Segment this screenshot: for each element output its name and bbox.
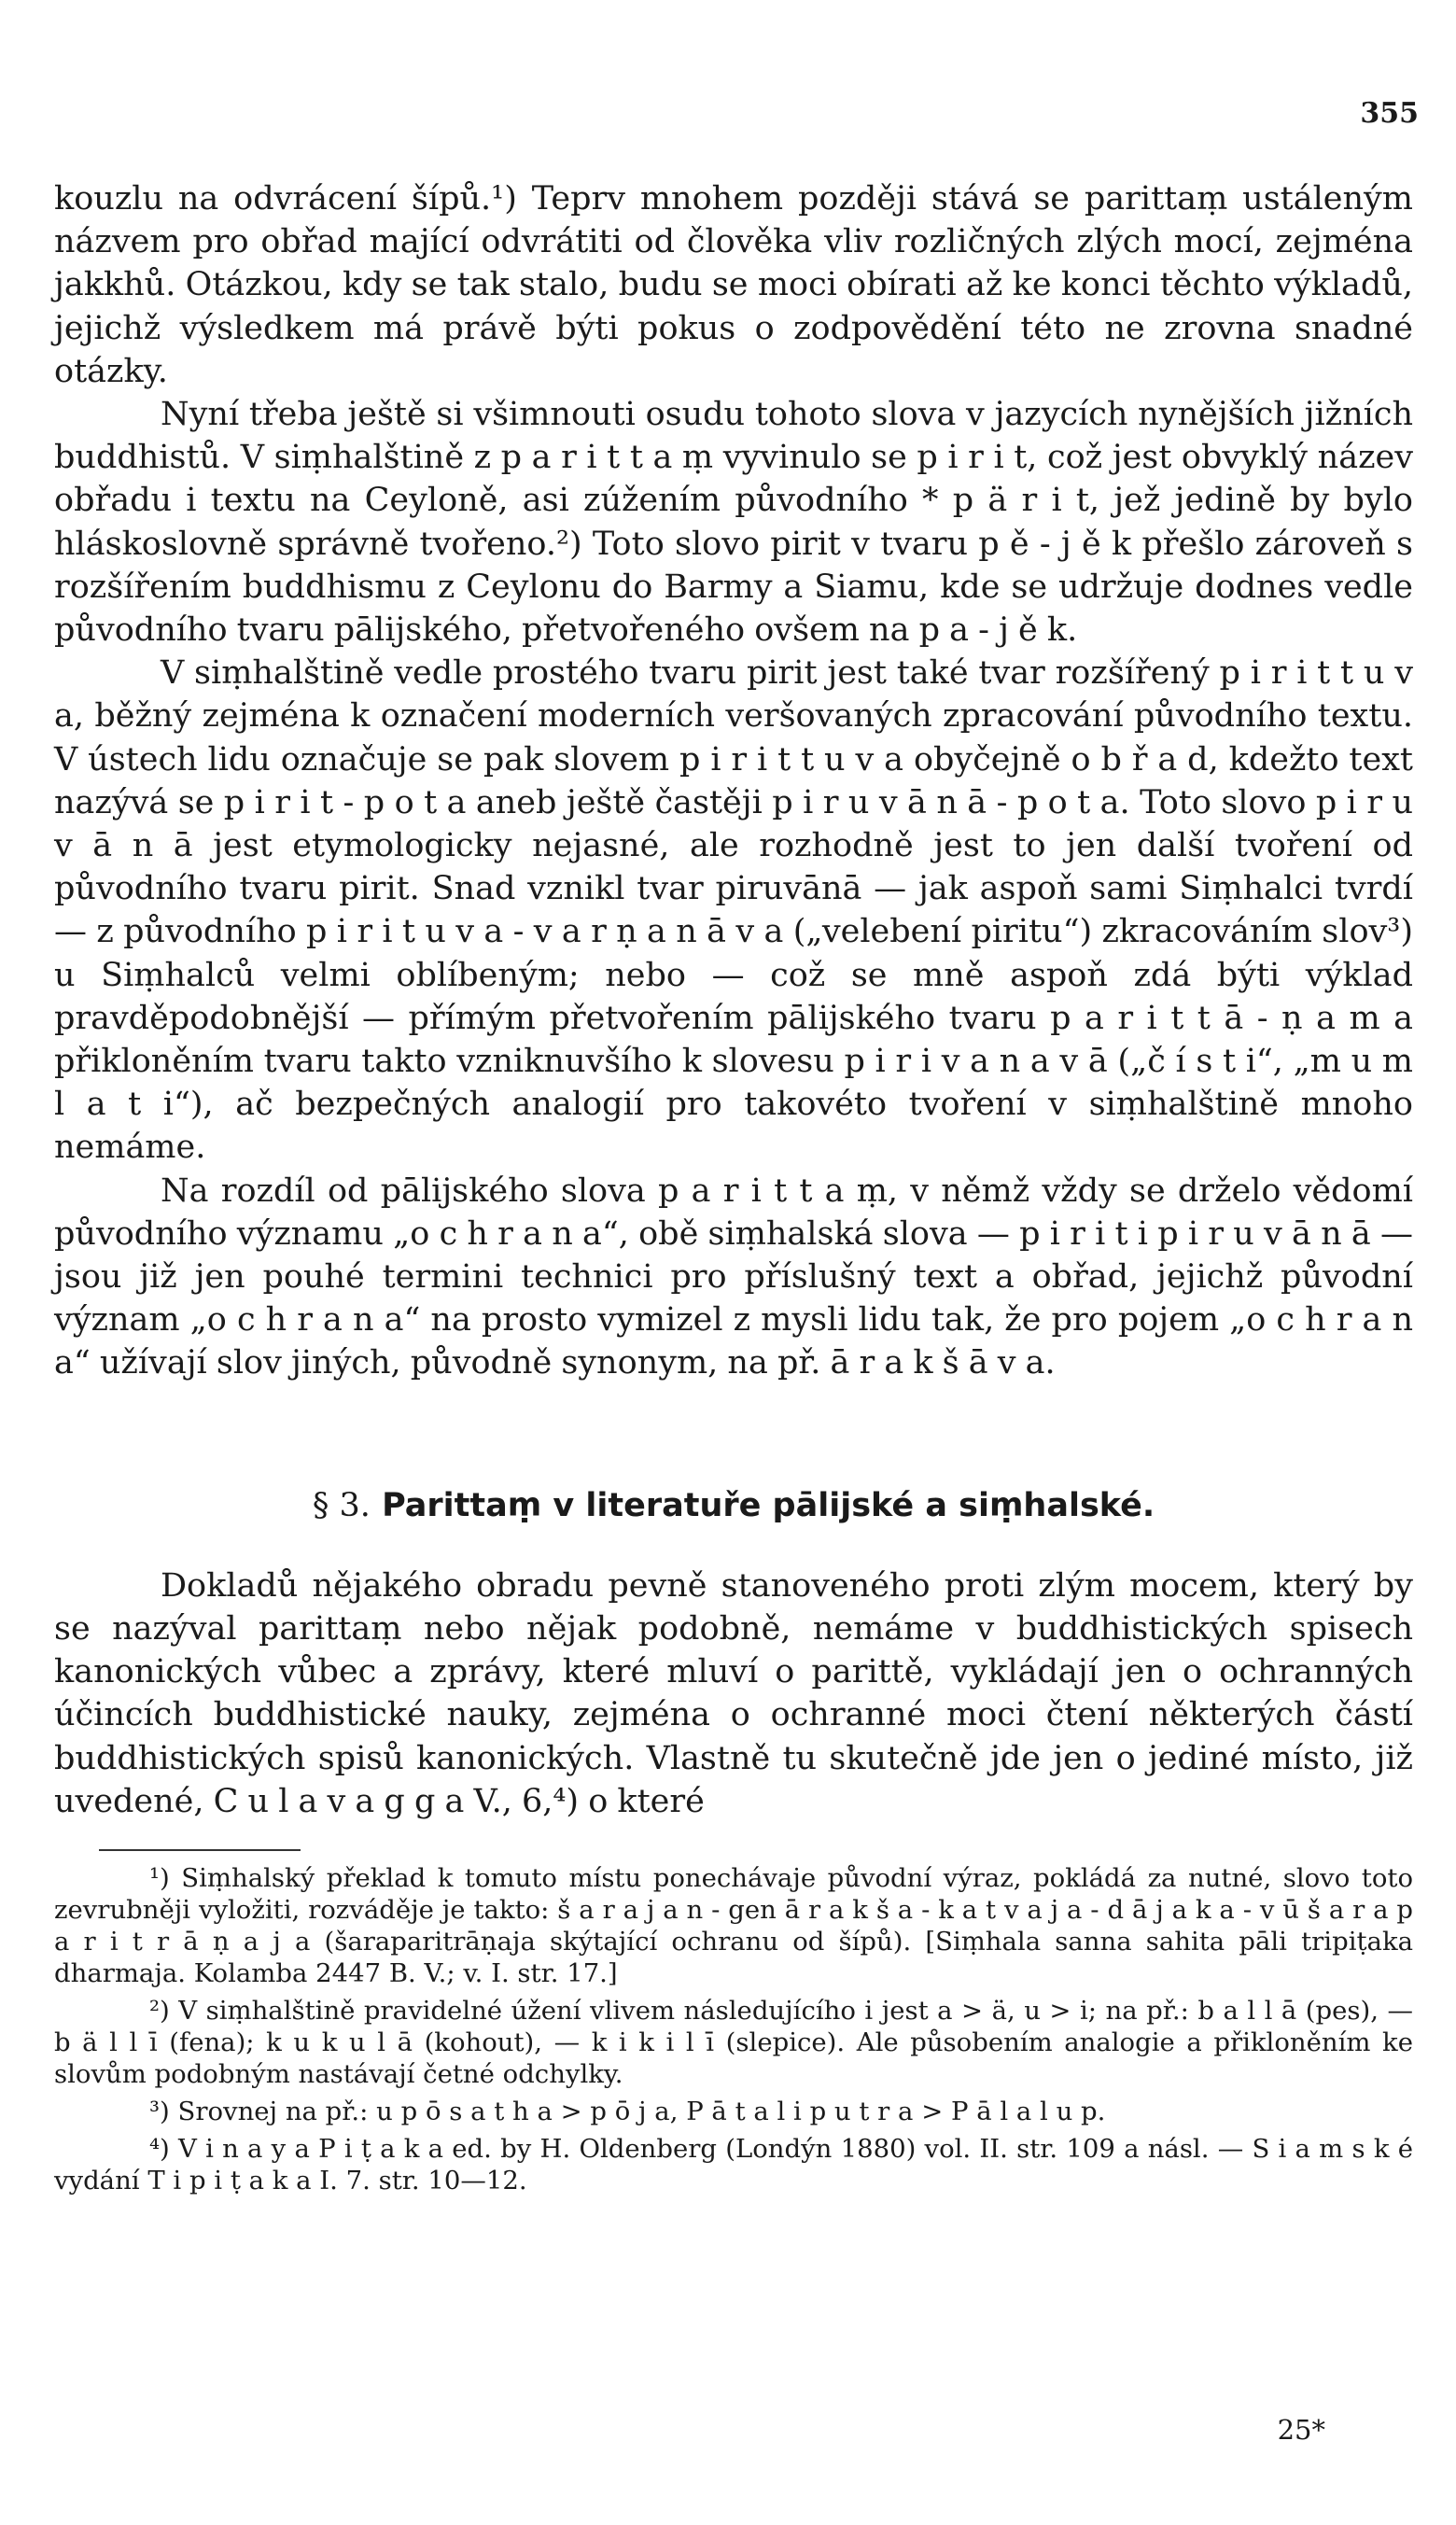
paragraph-1: kouzlu na odvrácení šípů.¹) Teprv mnohem později stává se parittaṃ ustáleným názvem pro obřad mající odvrátiti od člověka vliv rozličných zlých mocí, zejména jakkhů. Otázkou, kdy se tak stalo, budu se moci obírati až ke konci těchto výkladů, jejichž výsledkem má právě býti pokus o zodpovědění této ne zrovna snadné otázky. [54,180,1413,390]
footnote-3: ³) Srovnej na př.: u p ō s a t h a > p ō j a, P ā t a l i p u t r a > P ā l a l u p. [149,2096,1106,2126]
paragraph-3: V siṃhalštině vedle prostého tvaru pirit jest také tvar rozšířený p i r i t t u v a, běžný zejména k označení moderních veršovaných zpracování původního textu. V ústech lidu označuje se pak slovem p i r i t t u v a obyčejně o b ř a d, kdežto text nazývá se p i r i t - p o t a aneb ještě častěji p i r u v ā n ā - p o t a. Toto slovo p i r u v ā n ā jest etymologicky nejasné, ale rozhodně jest to jen další tvoření od původního tvaru pirit. Snad vznikl tvar piruvānā — jak aspoň sami Siṃhalci tvrdí — z původního p i r i t u v a - v a r ṇ a n ā v a („velebení piritu“) zkracováním slov³) u Siṃhalců velmi oblíbeným; nebo — což se mně aspoň zdá býti výklad pravděpodobnější — přímým přetvořením pālijského tvaru p a r i t t ā - ṇ a m a přikloněním tvaru takto vzniknuvšího k slovesu p i r i v a n a v ā („č í s t i“, „m u m l a t i“), ač bezpečných analogií pro takovéto tvoření v siṃhalštině mnoho nemáme. [54,654,1413,1167]
section-title: Parittaṃ v literatuře pālijské a siṃhalské. [382,1486,1155,1524]
footnote-1: ¹) Siṃhalský překlad k tomuto místu ponechávaje původní výraz, pokládá za nutné, slovo toto zevrubněji vyložiti, rozváděje je takto: š a r a j a n - gen ā r a k š a - k a t v a j a - d ā j a k a - v ū š a r a p a r i t r ā ṇ a j a (šaraparitrāṇaja skýtající ochranu od šípů). [Siṃhala sanna sahita pāli tripiṭaka dharmaja. Kolamba 2447 B. V.; v. I. str. 17.] [54,1862,1413,1988]
page-body [54,177,1413,2196]
paragraph-2: Nyní třeba ještě si všimnouti osudu tohoto slova v jazycích nynějších jižních buddhistů. V siṃhalštině z p a r i t t a ṃ vyvinulo se p i r i t, což jest obvyklý název obřadu i textu na Ceyloně, asi zúžením původního * p ä r i t, jež jedině by bylo hláskoslovně správně tvořeno.²) Toto slovo pirit v tvaru p ě - j ě k přešlo zároveň s rozšířením buddhismu z Ceylonu do Barmy a Siamu, kde se udržuje dodnes vedle původního tvaru pālijského, přetvořeného ovšem na p a - j ě k. [54,396,1413,650]
footnote-2: ²) V siṃhalštině pravidelné úžení vlivem následujícího i jest a > ä, u > i; na př.: b a l l ā (pes), — b ä l l ī (fena); k u k u l ā (kohout), — k i k i l ī (slepice). Ale působením analogie a přikloněním ke slovům podobným nastávají četné odchylky. [54,1995,1413,2089]
paragraph-4: Na rozdíl od pālijského slova p a r i t t a ṃ, v němž vždy se drželo vědomí původního významu „o c h r a n a“, obě siṃhalská slova — p i r i t i p i r u v ā n ā — jsou již jen pouhé termini technici pro příslušný text a obřad, jejichž původní význam „o c h r a n a“ na prosto vymizel z mysli lidu tak, že pro pojem „o c h r a n a“ užívají slov jiných, původně synonym, na př. ā r a k š ā v a. [54,1171,1413,1382]
footnote-divider [99,1849,301,1851]
footnote-4: ⁴) V i n a y a P i ṭ a k a ed. by H. Oldenberg (Londýn 1880) vol. II. str. 109 a násl. — S i a m s k é vydání T i p i ṭ a k a I. 7. str. 10—12. [54,2133,1413,2195]
printer-signature: 25* [1277,2414,1325,2446]
section-heading [54,1484,1413,1527]
page-number: 355 [1360,97,1419,130]
section-number: § 3. [312,1486,371,1524]
paragraph-5: Dokladů nějakého obradu pevně stanoveného proti zlým mocem, který by se nazýval parittaṃ nebo nějak podobně, nemáme v buddhistických spisech kanonických vůbec a zprávy, které mluví o parittě, vykládají jen o ochranných účincích buddhistické nauky, zejména o ochranné moci čtení některých částí buddhistických spisů kanonických. Vlastně tu skutečně jde jen o jediné místo, již uvedené, C u l a v a g g a V., 6,⁴) o které [54,1566,1413,1820]
